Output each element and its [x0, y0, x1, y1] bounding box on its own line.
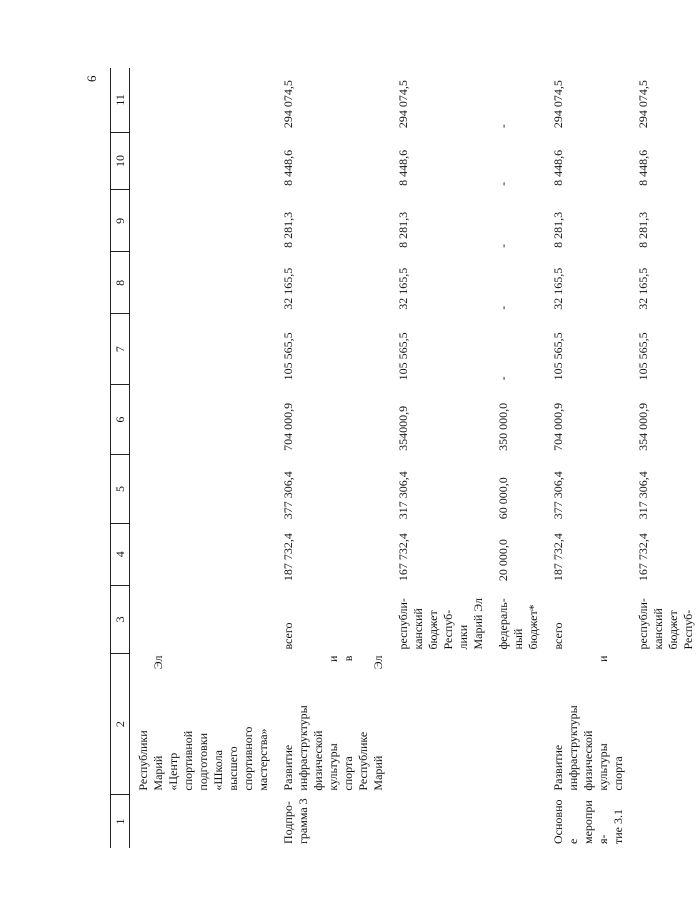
cell-text-line: спортивного — [241, 726, 255, 791]
cell-text-line: мастерства» — [256, 728, 270, 791]
amount-cell — [130, 314, 276, 385]
cell-text-line: канский — [411, 608, 425, 650]
cell-text-line: республи- — [396, 598, 410, 650]
amount-cell: 8 448,6 — [551, 149, 565, 186]
amount-cell: 8 448,6 — [636, 149, 650, 186]
amount-cell: 105 565,5 — [636, 332, 650, 381]
amount-cell: 350 000,0 — [496, 402, 510, 451]
cell-text-line: лики — [456, 624, 470, 650]
amount-cell: 8 448,6 — [281, 149, 295, 186]
amount-cell: 294 074,5 — [281, 80, 295, 129]
cell-text-line: подготовки — [196, 732, 210, 791]
cell-text-line: «Школа — [211, 750, 225, 791]
column-header: 11 — [111, 68, 130, 132]
column-header: 4 — [111, 523, 130, 585]
funding-table — [110, 68, 700, 848]
column-header: 2 — [111, 654, 130, 795]
amount-cell — [130, 68, 276, 132]
item-code-cell — [390, 795, 490, 848]
cell-text-line: тие 3.1 — [611, 809, 625, 844]
cell-text-line: спортивной — [181, 730, 195, 791]
amount-cell — [130, 132, 276, 190]
amount-cell: 187 732,4 — [551, 533, 565, 582]
cell-text-line: ный — [511, 628, 525, 650]
cell-text-line: Марий Эл — [371, 655, 385, 791]
funding-source-cell — [490, 585, 545, 653]
cell-text-line: мероприя- — [581, 800, 610, 844]
item-name-cell — [630, 654, 700, 795]
amount-cell: - — [496, 376, 510, 381]
column-header: 10 — [111, 132, 130, 190]
table-row — [630, 68, 700, 848]
cell-text-line: инфраструктуры — [566, 705, 580, 791]
cell-text-line: бюджет — [666, 610, 680, 650]
amount-cell: 167 732,4 — [396, 533, 410, 582]
item-code-cell — [545, 795, 630, 848]
amount-cell: 32 165,5 — [281, 267, 295, 310]
amount-cell: 317 306,4 — [396, 471, 410, 520]
amount-cell: 8 281,3 — [551, 211, 565, 248]
amount-cell: 187 732,4 — [281, 533, 295, 582]
amount-cell: 105 565,5 — [396, 332, 410, 381]
item-name-cell — [490, 654, 545, 795]
cell-text-line: федераль- — [496, 598, 510, 650]
item-name-cell — [275, 654, 390, 795]
amount-cell: 294 074,5 — [636, 80, 650, 129]
column-header: 9 — [111, 190, 130, 252]
amount-cell — [130, 523, 276, 585]
amount-cell: 317 306,4 — [636, 471, 650, 520]
amount-cell: 8 281,3 — [396, 211, 410, 248]
column-header: 7 — [111, 314, 130, 385]
cell-text-line: Основное — [551, 799, 580, 844]
amount-cell: 8 448,6 — [396, 149, 410, 186]
funding-source-cell — [545, 585, 630, 653]
cell-text-line: «Центр — [166, 752, 180, 791]
cell-text-line: физической — [581, 730, 595, 791]
cell-text-line: Респуб- — [681, 609, 695, 650]
item-code-cell — [275, 795, 390, 848]
cell-text-line: культуры и — [326, 655, 340, 791]
table-row — [490, 68, 545, 848]
cell-text-line: Республики — [136, 730, 150, 791]
column-header: 6 — [111, 384, 130, 455]
amount-cell: 167 732,4 — [636, 533, 650, 582]
amount-cell: 105 565,5 — [281, 332, 295, 381]
cell-text-line: грамма 3 — [296, 798, 310, 844]
item-code-cell — [630, 795, 700, 848]
amount-cell: 354 000,9 — [636, 402, 650, 451]
amount-cell — [130, 384, 276, 455]
cell-text-line: канский — [651, 608, 665, 650]
amount-cell: - — [496, 181, 510, 186]
cell-text-line: физической — [311, 730, 325, 791]
cell-text-line: бюджет* — [526, 604, 540, 650]
cell-text-line: Марий Эл — [151, 655, 165, 791]
amount-cell — [130, 190, 276, 252]
cell-text-line: Респуб- — [441, 609, 455, 650]
table-row — [390, 68, 490, 848]
page-number: 6 — [84, 75, 99, 82]
cell-text-line: спорта — [611, 756, 625, 791]
cell-text-line: Подпро- — [281, 801, 295, 844]
table-row — [130, 68, 276, 848]
column-header: 8 — [111, 252, 130, 314]
item-name-cell — [130, 654, 276, 795]
amount-cell: 8 281,3 — [281, 211, 295, 248]
amount-cell: 704 000,9 — [551, 402, 565, 451]
cell-text-line: спорта в — [341, 655, 355, 791]
column-header: 1 — [111, 795, 130, 848]
amount-cell: 8 281,3 — [636, 211, 650, 248]
cell-text-line: Развитие — [551, 744, 565, 791]
amount-cell: 294 074,5 — [551, 80, 565, 129]
cell-text-line: инфраструктуры — [296, 705, 310, 791]
amount-cell — [130, 455, 276, 523]
item-code-cell — [130, 795, 276, 848]
cell-text-line: всего — [551, 622, 565, 650]
amount-cell: 32 165,5 — [551, 267, 565, 310]
cell-text-line: бюджет — [426, 610, 440, 650]
amount-cell: 354000,9 — [396, 405, 410, 451]
amount-cell: 377 306,4 — [551, 471, 565, 520]
amount-cell: 294 074,5 — [396, 80, 410, 129]
cell-text-line: республи- — [636, 598, 650, 650]
funding-source-cell — [630, 585, 700, 653]
cell-text-line: Марий Эл — [471, 597, 485, 650]
cell-text-line: культуры и — [596, 655, 610, 791]
cell-text-line: высшего — [226, 746, 240, 791]
funding-source-cell — [275, 585, 390, 653]
column-header: 3 — [111, 585, 130, 653]
amount-cell: 60 000,0 — [496, 477, 510, 520]
column-number-row — [111, 68, 130, 848]
amount-cell: - — [496, 124, 510, 129]
cell-text-line: Республике — [356, 731, 370, 791]
amount-cell: 32 165,5 — [636, 267, 650, 310]
item-name-cell — [545, 654, 630, 795]
item-name-cell — [390, 654, 490, 795]
amount-cell: - — [496, 243, 510, 248]
funding-source-cell — [390, 585, 490, 653]
amount-cell: 20 000,0 — [496, 539, 510, 582]
column-header: 5 — [111, 455, 130, 523]
amount-cell: 377 306,4 — [281, 471, 295, 520]
amount-cell: 105 565,5 — [551, 332, 565, 381]
rotated-table-sheet — [110, 68, 695, 848]
amount-cell — [130, 252, 276, 314]
table-row — [275, 68, 390, 848]
amount-cell: 32 165,5 — [396, 267, 410, 310]
funding-source-cell — [130, 585, 276, 653]
cell-text-line: всего — [281, 622, 295, 650]
amount-cell: - — [496, 305, 510, 310]
item-code-cell — [490, 795, 545, 848]
cell-text-line: Развитие — [281, 744, 295, 791]
table-row — [545, 68, 630, 848]
amount-cell: 704 000,9 — [281, 402, 295, 451]
